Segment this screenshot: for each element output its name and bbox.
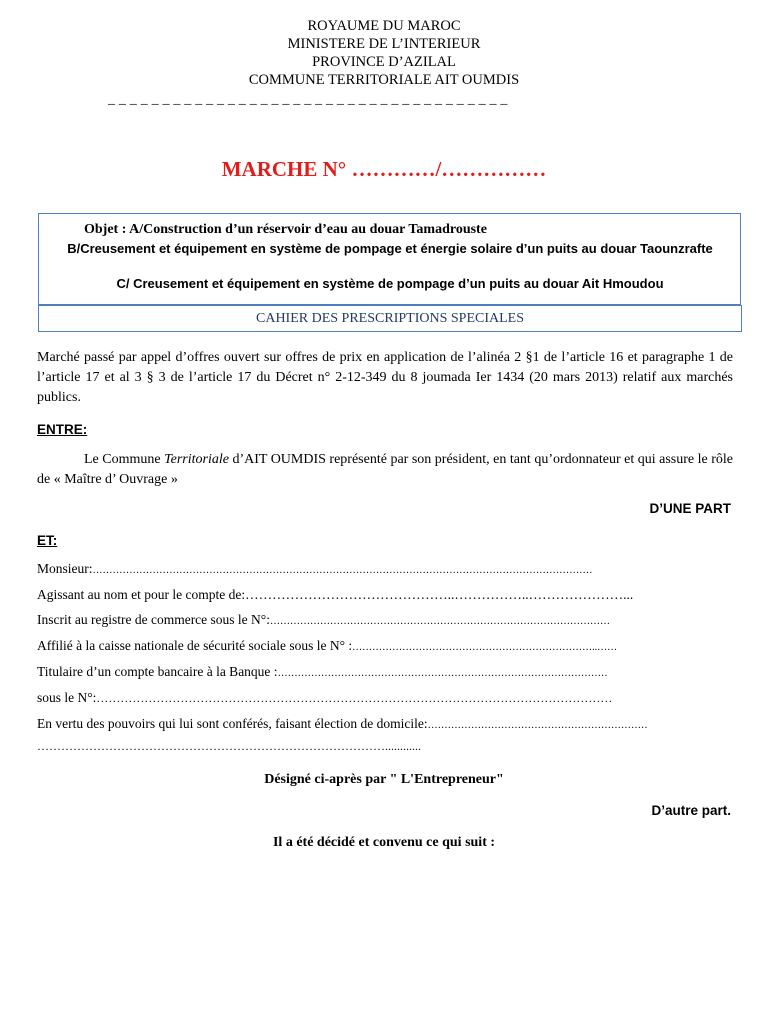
field-domicile	[37, 716, 648, 732]
marche-title: MARCHE N° …………/……………	[221, 157, 547, 181]
commune-text-before: Le Commune	[84, 452, 165, 467]
field-label: Affilié à la caisse nationale de sécurité sociale sous le N° :	[37, 638, 353, 653]
header-ministry: MINISTERE DE L’INTERIEUR	[287, 36, 481, 52]
header-kingdom: ROYAUME DU MAROC	[307, 18, 461, 34]
field-monsieur	[37, 561, 593, 577]
field-label: Titulaire d’un compte bancaire à la Banque :	[37, 664, 278, 679]
intro-paragraph: Marché passé par appel d’offres ouvert sur offres de prix en application de l’alinéa 2 §1 de l’article 16 et paragraphe 1 de l’article 17 et al 3 § 3 de l’article 17 du Décret n° 2-12-349 du 8 joumada Ier 1434 (20 mars 2013) relatif aux marchés publics.	[37, 350, 733, 405]
field-label: Inscrit au registre de commerce sous le N°:	[37, 612, 270, 627]
objet-line-c: C/ Creusement et équipement en système de pompage d’un puits au douar Ait Hmoudou	[116, 276, 664, 291]
designe-entrepreneur: Désigné ci-après par " L'Entrepreneur"	[264, 772, 504, 787]
field-dots: ……………………………………………………………………………............	[37, 739, 421, 753]
field-dots: …………………………………………………………	[427, 720, 648, 731]
header-separator: _ _ _ _ _ _ _ _ _ _ _ _ _ _ _ _ _ _ _ _ _ _ _ _ _ _ _ _ _ _ _ _ _ _ _ _ _	[108, 92, 508, 107]
objet-line-b: B/Creusement et équipement en système de pompage et énergie solaire d’un puits au douar Taounzrafte	[67, 241, 713, 256]
header-province: PROVINCE D’AZILAL	[312, 54, 456, 70]
commune-paragraph	[37, 450, 733, 490]
field-label: Monsieur:	[37, 561, 93, 576]
field-domicile-continued	[37, 738, 421, 754]
header-commune: COMMUNE TERRITORIALE AIT OUMDIS	[248, 72, 520, 88]
commune-text-italic: Territoriale	[164, 452, 229, 467]
field-label: sous le N°:	[37, 690, 97, 705]
commune-text-after: d’AIT OUMDIS représenté par son président, en tant qu’ordonnateur et qui assure le rôle de « Maître d’ Ouvrage »	[37, 452, 733, 487]
field-label: En vertu des pouvoirs qui lui sont conférés, faisant élection de domicile:	[37, 716, 428, 731]
field-registre-commerce	[37, 612, 610, 628]
field-dots: ……………………………………………………………………………………………………………………………………	[92, 565, 593, 576]
convenu-statement: Il a été décidé et convenu ce qui suit :	[272, 835, 496, 850]
field-dots: ………………………………………………………………………………………	[277, 668, 608, 679]
field-dots: …………………………………………………………………………………………………………………	[96, 691, 613, 705]
field-dots: ………………………………………..……………..…………………...	[245, 587, 634, 602]
field-cnss	[37, 638, 617, 654]
field-label: Agissant au nom et pour le compte de:	[37, 587, 246, 602]
et-label-text: ET:	[37, 533, 58, 548]
entre-label	[37, 422, 87, 437]
objet-line-a: Objet : A/Construction d’un réservoir d’eau au douar Tamadrouste	[84, 222, 487, 237]
entre-label-text: ENTRE:	[37, 422, 88, 437]
autre-part-label: D’autre part.	[651, 803, 731, 818]
field-dots: ………………………………………………………………..……	[352, 642, 618, 653]
et-label	[37, 533, 57, 548]
une-part-label: D’UNE PART	[649, 501, 731, 516]
cahier-title: CAHIER DES PRESCRIPTIONS SPECIALES	[256, 311, 524, 326]
field-dots: …………………………………………………………………………………………	[269, 616, 610, 627]
field-agissant	[37, 587, 633, 603]
field-compte-numero	[37, 690, 612, 706]
field-banque	[37, 664, 608, 680]
cahier-title-box	[38, 305, 742, 332]
